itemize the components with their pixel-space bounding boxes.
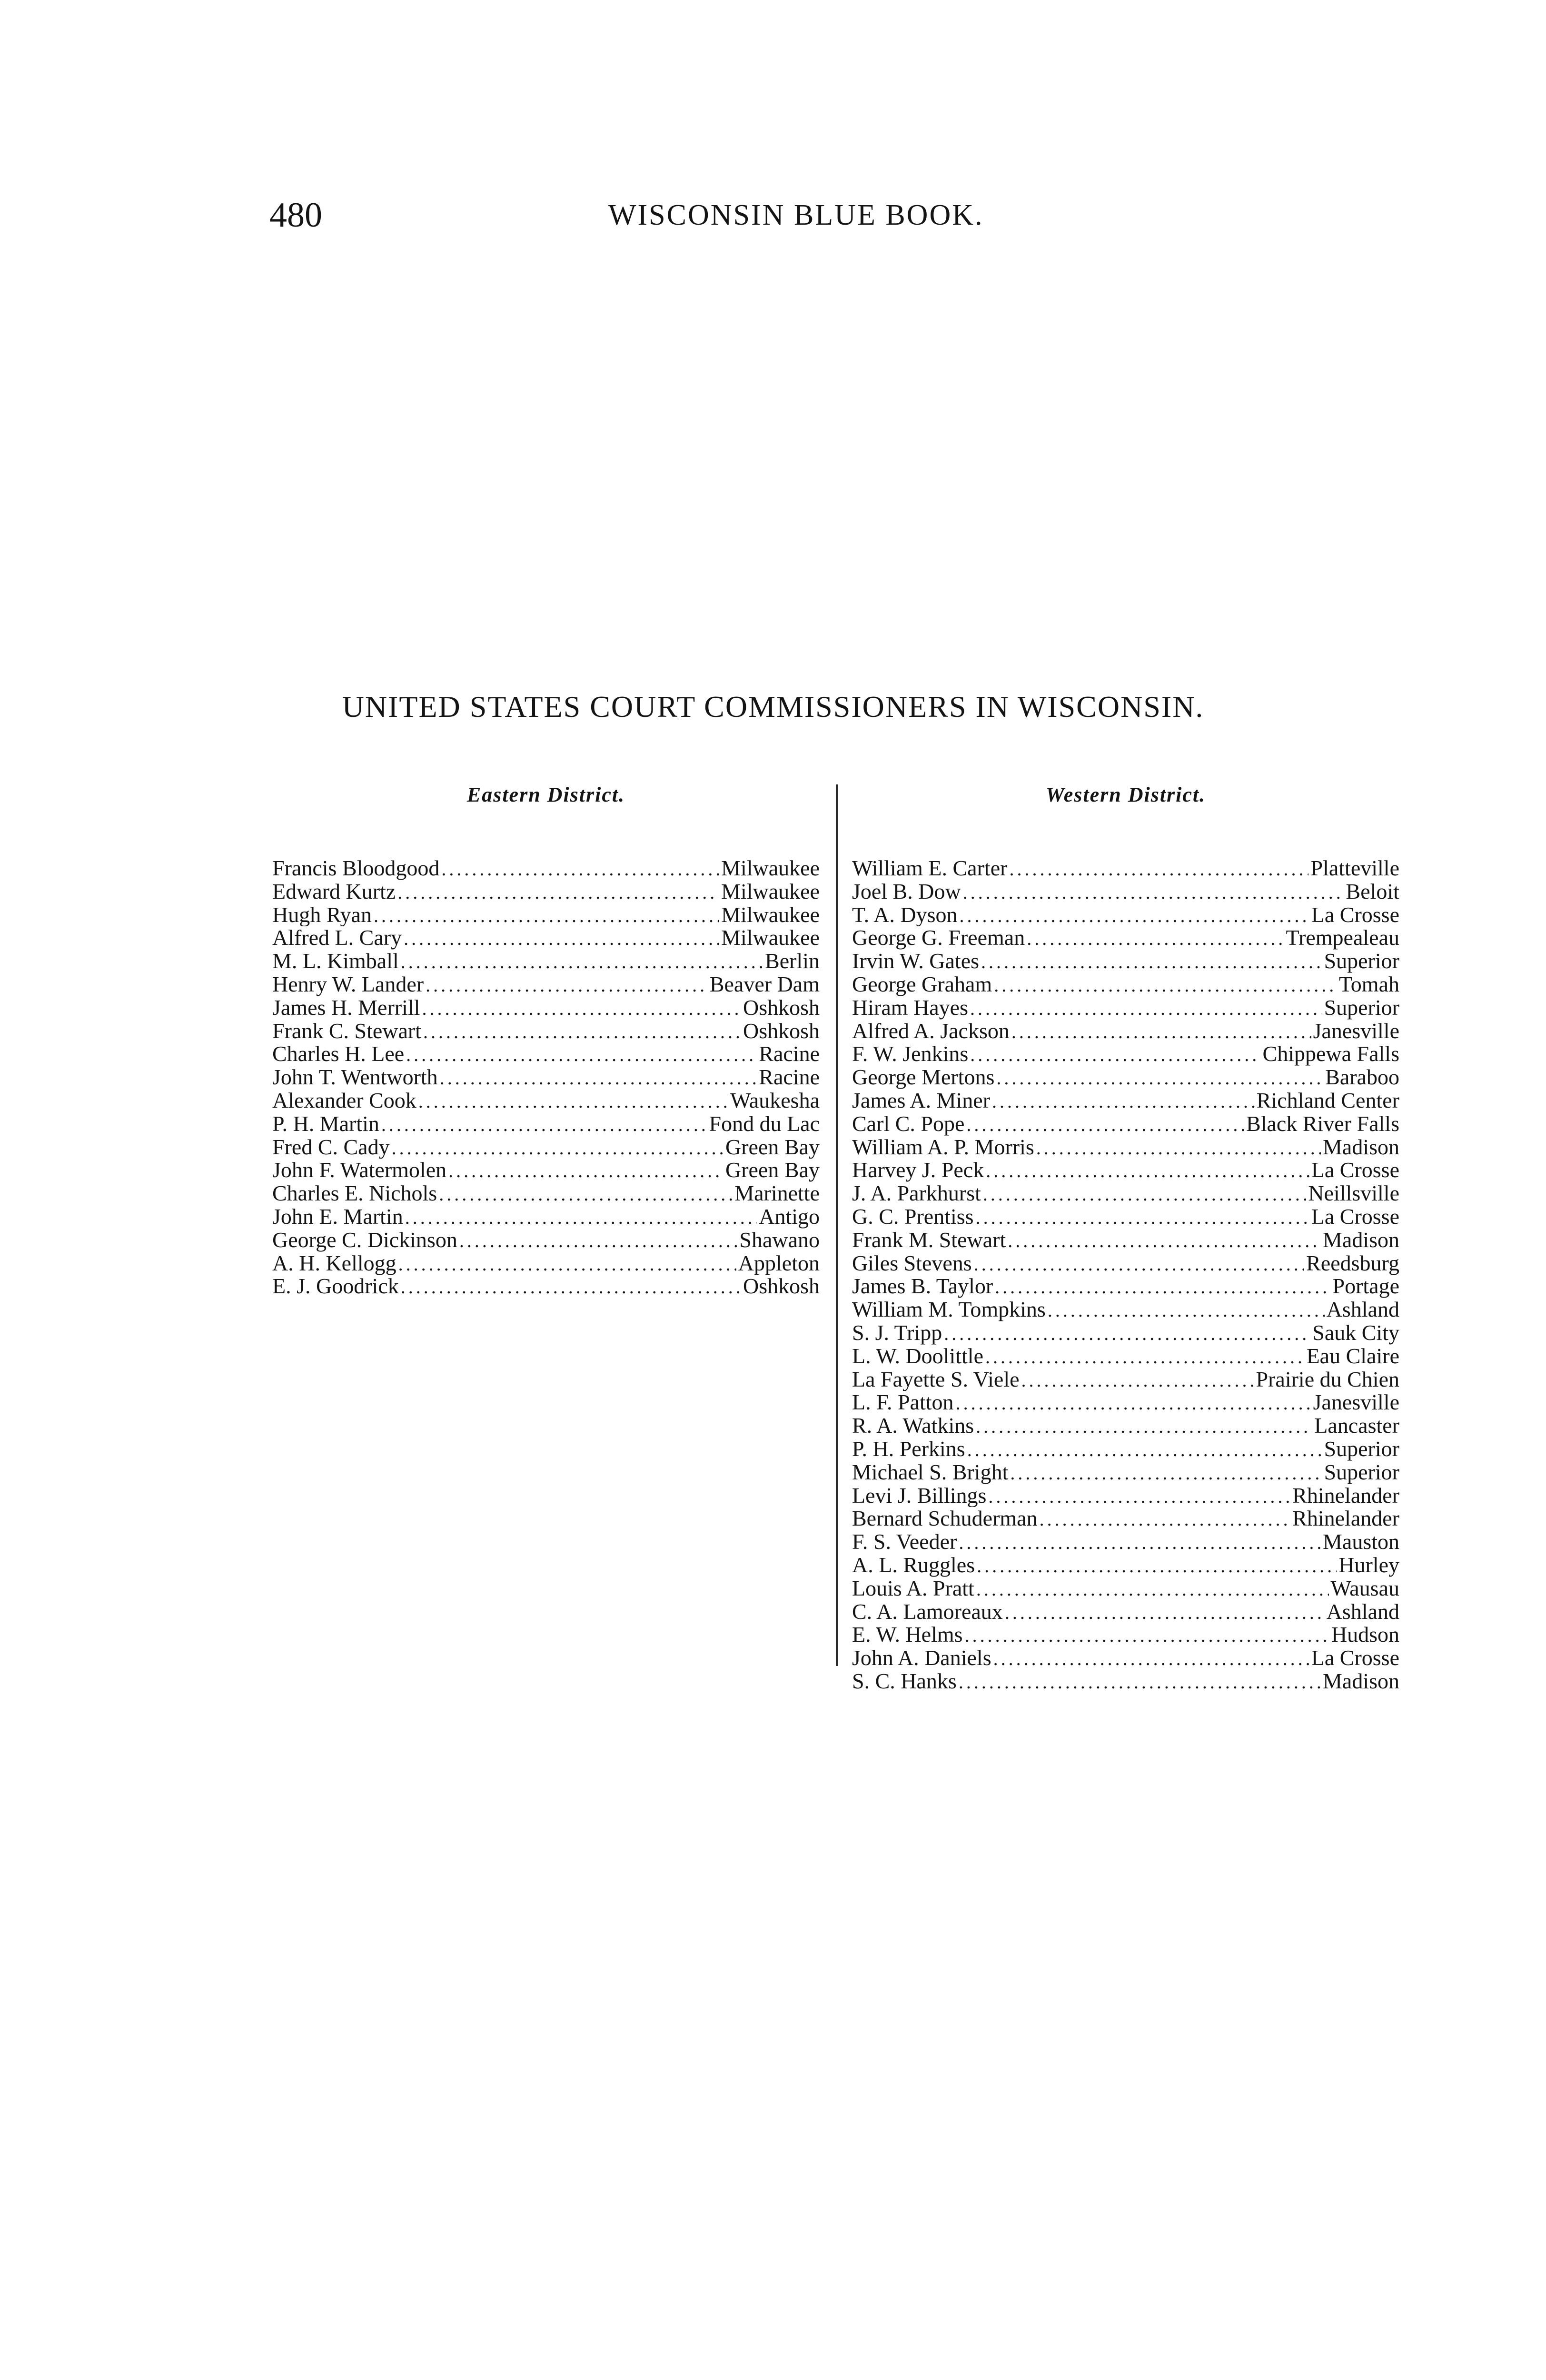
commissioner-place: Berlin xyxy=(765,950,820,973)
running-head xyxy=(0,196,1546,234)
commissioner-entry xyxy=(852,1577,1399,1600)
dot-leader xyxy=(977,1555,1337,1577)
commissioner-place: Superior xyxy=(1324,1437,1399,1461)
dot-leader xyxy=(448,1160,723,1182)
commissioner-entry xyxy=(852,926,1399,950)
commissioner-place: Oshkosh xyxy=(743,1019,820,1043)
dot-leader xyxy=(993,1647,1309,1670)
commissioner-entry xyxy=(272,926,820,950)
commissioner-place: Rhinelander xyxy=(1292,1484,1399,1507)
commissioner-name: Michael S. Bright xyxy=(852,1460,1009,1484)
dot-leader xyxy=(1008,1230,1321,1252)
commissioner-name: Fred C. Cady xyxy=(272,1135,390,1159)
dot-leader xyxy=(985,1346,1305,1368)
dot-leader xyxy=(963,881,1344,903)
column-divider xyxy=(836,784,838,1666)
commissioner-entry xyxy=(272,1229,820,1252)
dot-leader xyxy=(976,1578,1329,1600)
commissioner-place: Milwaukee xyxy=(721,880,820,903)
commissioner-name: J. A. Parkhurst xyxy=(852,1182,981,1205)
dot-leader xyxy=(988,1485,1290,1507)
commissioner-entry xyxy=(272,857,820,880)
commissioner-place: Oshkosh xyxy=(743,1275,820,1299)
section-title: UNITED STATES COURT COMMISSIONERS IN WISCONSIN. xyxy=(342,690,1204,724)
commissioner-entry xyxy=(852,1089,1399,1112)
commissioner-entry xyxy=(272,903,820,927)
commissioner-name: C. A. Lamoreaux xyxy=(852,1600,1003,1624)
commissioner-name: R. A. Watkins xyxy=(852,1414,974,1438)
commissioner-entry xyxy=(852,1136,1399,1159)
commissioner-place: Mauston xyxy=(1323,1530,1399,1554)
commissioner-place: Reedsburg xyxy=(1306,1251,1399,1275)
dot-leader xyxy=(970,1043,1260,1066)
commissioner-place: Baraboo xyxy=(1325,1066,1399,1089)
dot-leader xyxy=(401,1276,741,1298)
commissioner-entry xyxy=(272,996,820,1020)
commissioner-name: John E. Martin xyxy=(272,1205,403,1229)
commissioner-entry xyxy=(852,1600,1399,1624)
commissioner-name: Giles Stevens xyxy=(852,1251,972,1275)
commissioner-place: Milwaukee xyxy=(721,857,820,880)
commissioner-name: Joel B. Dow xyxy=(852,880,961,903)
dot-leader xyxy=(423,1021,741,1043)
commissioner-place: Trempealeau xyxy=(1286,926,1399,950)
commissioner-place: Fond du Lac xyxy=(709,1112,820,1136)
commissioner-name: P. H. Perkins xyxy=(852,1437,965,1461)
commissioner-entry xyxy=(852,880,1399,903)
commissioner-place: Portage xyxy=(1332,1275,1399,1299)
dot-leader xyxy=(1048,1299,1325,1321)
commissioner-entry xyxy=(852,973,1399,996)
commissioner-name: John A. Daniels xyxy=(852,1646,991,1670)
dot-leader xyxy=(974,1253,1304,1275)
dot-leader xyxy=(1021,1369,1254,1391)
commissioner-name: F. S. Veeder xyxy=(852,1530,957,1554)
commissioner-place: Superior xyxy=(1324,996,1399,1020)
commissioner-entry xyxy=(852,1182,1399,1205)
commissioner-entry xyxy=(852,857,1399,880)
dot-leader xyxy=(404,927,719,950)
commissioner-entry xyxy=(272,973,820,996)
dot-leader xyxy=(959,1671,1321,1693)
commissioner-name: Alfred L. Cary xyxy=(272,926,402,950)
commissioner-entry xyxy=(852,996,1399,1020)
dot-leader xyxy=(994,974,1337,996)
commissioner-entry xyxy=(852,1205,1399,1229)
dot-leader xyxy=(441,858,719,880)
commissioner-place: La Crosse xyxy=(1311,1159,1399,1182)
commissioner-name: G. C. Prentiss xyxy=(852,1205,974,1229)
dot-leader xyxy=(406,1043,757,1066)
western-entry-list xyxy=(852,857,1399,1693)
commissioner-entry xyxy=(852,950,1399,973)
commissioner-entry xyxy=(852,1112,1399,1136)
dot-leader xyxy=(440,1067,757,1089)
dot-leader xyxy=(398,1253,736,1275)
commissioner-entry xyxy=(852,903,1399,927)
commissioner-entry xyxy=(852,1321,1399,1345)
commissioner-name: Carl C. Pope xyxy=(852,1112,965,1136)
commissioner-name: James A. Miner xyxy=(852,1089,991,1112)
commissioner-name: Charles E. Nichols xyxy=(272,1182,437,1205)
commissioner-place: Rhinelander xyxy=(1292,1507,1399,1531)
commissioner-place: Superior xyxy=(1324,950,1399,973)
dot-leader xyxy=(966,1113,1244,1136)
western-district-column xyxy=(852,781,1399,1693)
commissioner-name: Edward Kurtz xyxy=(272,880,396,903)
commissioner-name: Henry W. Lander xyxy=(272,972,424,996)
commissioner-place: Black River Falls xyxy=(1246,1112,1399,1136)
commissioner-entry xyxy=(272,1182,820,1205)
commissioner-entry xyxy=(852,1252,1399,1275)
commissioner-name: James H. Merrill xyxy=(272,996,420,1020)
commissioner-name: Hiram Hayes xyxy=(852,996,968,1020)
commissioner-place: Milwaukee xyxy=(721,903,820,927)
commissioner-name: S. C. Hanks xyxy=(852,1669,957,1693)
commissioner-place: Milwaukee xyxy=(721,926,820,950)
dot-leader xyxy=(944,1322,1310,1345)
commissioner-place: Appleton xyxy=(738,1251,820,1275)
commissioner-place: Oshkosh xyxy=(743,996,820,1020)
commissioner-place: La Crosse xyxy=(1311,903,1399,927)
dot-leader xyxy=(401,951,763,973)
commissioner-entry xyxy=(852,1042,1399,1066)
commissioner-name: F. W. Jenkins xyxy=(852,1042,969,1066)
commissioner-name: Levi J. Billings xyxy=(852,1484,987,1507)
commissioner-entry xyxy=(272,1275,820,1298)
commissioner-entry xyxy=(272,1136,820,1159)
commissioner-place: Hurley xyxy=(1338,1553,1399,1577)
commissioner-entry xyxy=(272,1066,820,1089)
dot-leader xyxy=(381,1113,707,1136)
commissioner-place: Green Bay xyxy=(725,1135,820,1159)
commissioner-place: Janesville xyxy=(1313,1019,1399,1043)
commissioner-name: A. L. Ruggles xyxy=(852,1553,975,1577)
commissioner-entry xyxy=(852,1020,1399,1043)
commissioner-name: George Graham xyxy=(852,972,992,996)
commissioner-name: George Mertons xyxy=(852,1066,995,1089)
dot-leader xyxy=(405,1206,757,1229)
commissioner-place: Hudson xyxy=(1331,1623,1399,1647)
commissioner-place: Madison xyxy=(1323,1669,1399,1693)
commissioner-name: William E. Carter xyxy=(852,857,1008,880)
eastern-district-heading: Eastern District. xyxy=(466,783,625,806)
dot-leader xyxy=(992,1090,1255,1112)
commissioner-place: Madison xyxy=(1323,1135,1399,1159)
dot-leader xyxy=(1036,1137,1321,1159)
commissioner-entry xyxy=(852,1345,1399,1368)
commissioner-entry xyxy=(852,1646,1399,1670)
dot-leader xyxy=(965,1624,1329,1646)
commissioner-name: John T. Wentworth xyxy=(272,1066,438,1089)
dot-leader xyxy=(1040,1508,1291,1530)
dot-leader xyxy=(397,881,719,903)
dot-leader xyxy=(981,951,1322,973)
commissioner-entry xyxy=(852,1159,1399,1182)
commissioner-entry xyxy=(852,1530,1399,1554)
commissioner-name: E. W. Helms xyxy=(852,1623,963,1647)
commissioner-entry xyxy=(272,1112,820,1136)
commissioner-place: Beloit xyxy=(1346,880,1399,903)
commissioner-entry xyxy=(852,1414,1399,1438)
dot-leader xyxy=(983,1183,1306,1205)
commissioner-place: Superior xyxy=(1324,1460,1399,1484)
dot-leader xyxy=(1011,1021,1311,1043)
commissioner-name: M. L. Kimball xyxy=(272,950,399,973)
dot-leader xyxy=(374,904,719,927)
dot-leader xyxy=(956,1392,1311,1414)
commissioner-place: Ashland xyxy=(1326,1298,1399,1321)
commissioner-place: Madison xyxy=(1323,1228,1399,1252)
commissioner-place: Shawano xyxy=(739,1228,820,1252)
dot-leader xyxy=(970,997,1322,1020)
commissioner-entry xyxy=(852,1368,1399,1391)
dot-leader xyxy=(959,1531,1321,1554)
commissioner-entry xyxy=(852,1623,1399,1646)
commissioner-place: Eau Claire xyxy=(1306,1344,1399,1368)
commissioner-place: Janesville xyxy=(1313,1391,1399,1415)
commissioner-place: Richland Center xyxy=(1256,1089,1399,1112)
commissioner-place: Ashland xyxy=(1326,1600,1399,1624)
commissioner-name: Harvey J. Peck xyxy=(852,1159,984,1182)
commissioner-entry xyxy=(272,880,820,903)
commissioner-name: Francis Bloodgood xyxy=(272,857,440,880)
commissioner-name: E. J. Goodrick xyxy=(272,1275,399,1299)
dot-leader xyxy=(1010,1462,1322,1484)
dot-leader xyxy=(1027,927,1284,950)
commissioner-entry xyxy=(272,1089,820,1112)
commissioner-name: Irvin W. Gates xyxy=(852,950,980,973)
dot-leader xyxy=(426,974,708,996)
commissioner-name: Frank C. Stewart xyxy=(272,1019,422,1043)
commissioner-place: Antigo xyxy=(759,1205,820,1229)
commissioner-name: Louis A. Pratt xyxy=(852,1577,974,1600)
commissioner-place: Marinette xyxy=(734,1182,820,1205)
commissioner-name: Bernard Schuderman xyxy=(852,1507,1038,1531)
commissioner-name: Frank M. Stewart xyxy=(852,1228,1006,1252)
commissioner-entry xyxy=(852,1554,1399,1577)
commissioner-name: P. H. Martin xyxy=(272,1112,379,1136)
commissioner-place: Waukesha xyxy=(730,1089,820,1112)
commissioner-name: La Fayette S. Viele xyxy=(852,1368,1020,1391)
commissioner-place: Chippewa Falls xyxy=(1262,1042,1399,1066)
commissioner-place: Beaver Dam xyxy=(709,972,820,996)
commissioner-entry xyxy=(272,950,820,973)
commissioner-place: Tomah xyxy=(1338,972,1399,996)
commissioner-entry xyxy=(272,1159,820,1182)
commissioner-name: George G. Freeman xyxy=(852,926,1025,950)
commissioner-entry xyxy=(272,1020,820,1043)
commissioner-entry xyxy=(272,1205,820,1229)
commissioner-name: John F. Watermolen xyxy=(272,1159,447,1182)
dot-leader xyxy=(439,1183,733,1205)
commissioner-place: Neillsville xyxy=(1308,1182,1399,1205)
commissioner-place: La Crosse xyxy=(1311,1205,1399,1229)
dot-leader xyxy=(422,997,741,1020)
commissioner-name: Alexander Cook xyxy=(272,1089,416,1112)
commissioner-name: Alfred A. Jackson xyxy=(852,1019,1010,1043)
commissioner-name: T. A. Dyson xyxy=(852,903,958,927)
commissioner-place: Platteville xyxy=(1310,857,1399,880)
commissioner-entry xyxy=(852,1438,1399,1461)
commissioner-entry xyxy=(852,1461,1399,1484)
dot-leader xyxy=(459,1230,738,1252)
dot-leader xyxy=(392,1137,723,1159)
commissioner-entry xyxy=(852,1066,1399,1089)
dot-leader xyxy=(996,1067,1323,1089)
commissioner-entry xyxy=(852,1298,1399,1321)
page-number: 480 xyxy=(269,196,322,235)
dot-leader xyxy=(995,1276,1330,1298)
book-title: WISCONSIN BLUE BOOK. xyxy=(608,199,984,231)
commissioner-place: Lancaster xyxy=(1314,1414,1399,1438)
dot-leader xyxy=(960,904,1309,927)
eastern-entry-list xyxy=(272,857,820,1298)
commissioner-name: L. W. Doolittle xyxy=(852,1344,983,1368)
dot-leader xyxy=(418,1090,728,1112)
commissioner-name: William M. Tompkins xyxy=(852,1298,1046,1321)
commissioner-name: Charles H. Lee xyxy=(272,1042,405,1066)
commissioner-place: Wausau xyxy=(1330,1577,1399,1600)
commissioner-entry xyxy=(852,1670,1399,1693)
commissioner-name: S. J. Tripp xyxy=(852,1321,942,1345)
western-district-heading: Western District. xyxy=(1045,783,1206,806)
commissioner-place: La Crosse xyxy=(1311,1646,1399,1670)
dot-leader xyxy=(976,1415,1312,1438)
commissioner-place: Prairie du Chien xyxy=(1256,1368,1399,1391)
commissioner-entry xyxy=(272,1252,820,1275)
commissioner-name: William A. P. Morris xyxy=(852,1135,1034,1159)
dot-leader xyxy=(1009,858,1308,880)
commissioner-place: Green Bay xyxy=(725,1159,820,1182)
dot-leader xyxy=(967,1438,1322,1461)
commissioner-place: Sauk City xyxy=(1312,1321,1399,1345)
commissioner-name: George C. Dickinson xyxy=(272,1228,457,1252)
eastern-district-column xyxy=(272,781,820,1298)
commissioner-place: Racine xyxy=(759,1042,820,1066)
commissioner-name: James B. Taylor xyxy=(852,1275,993,1299)
commissioner-name: A. H. Kellogg xyxy=(272,1251,396,1275)
dot-leader xyxy=(976,1206,1309,1229)
commissioner-name: Hugh Ryan xyxy=(272,903,372,927)
commissioner-entry xyxy=(852,1507,1399,1530)
dot-leader xyxy=(986,1160,1309,1182)
dot-leader xyxy=(1005,1601,1325,1624)
commissioner-entry xyxy=(852,1275,1399,1298)
commissioner-entry xyxy=(852,1484,1399,1507)
commissioner-entry xyxy=(852,1391,1399,1414)
commissioner-place: Racine xyxy=(759,1066,820,1089)
commissioner-entry xyxy=(852,1229,1399,1252)
commissioner-name: L. F. Patton xyxy=(852,1391,954,1415)
commissioner-entry xyxy=(272,1042,820,1066)
